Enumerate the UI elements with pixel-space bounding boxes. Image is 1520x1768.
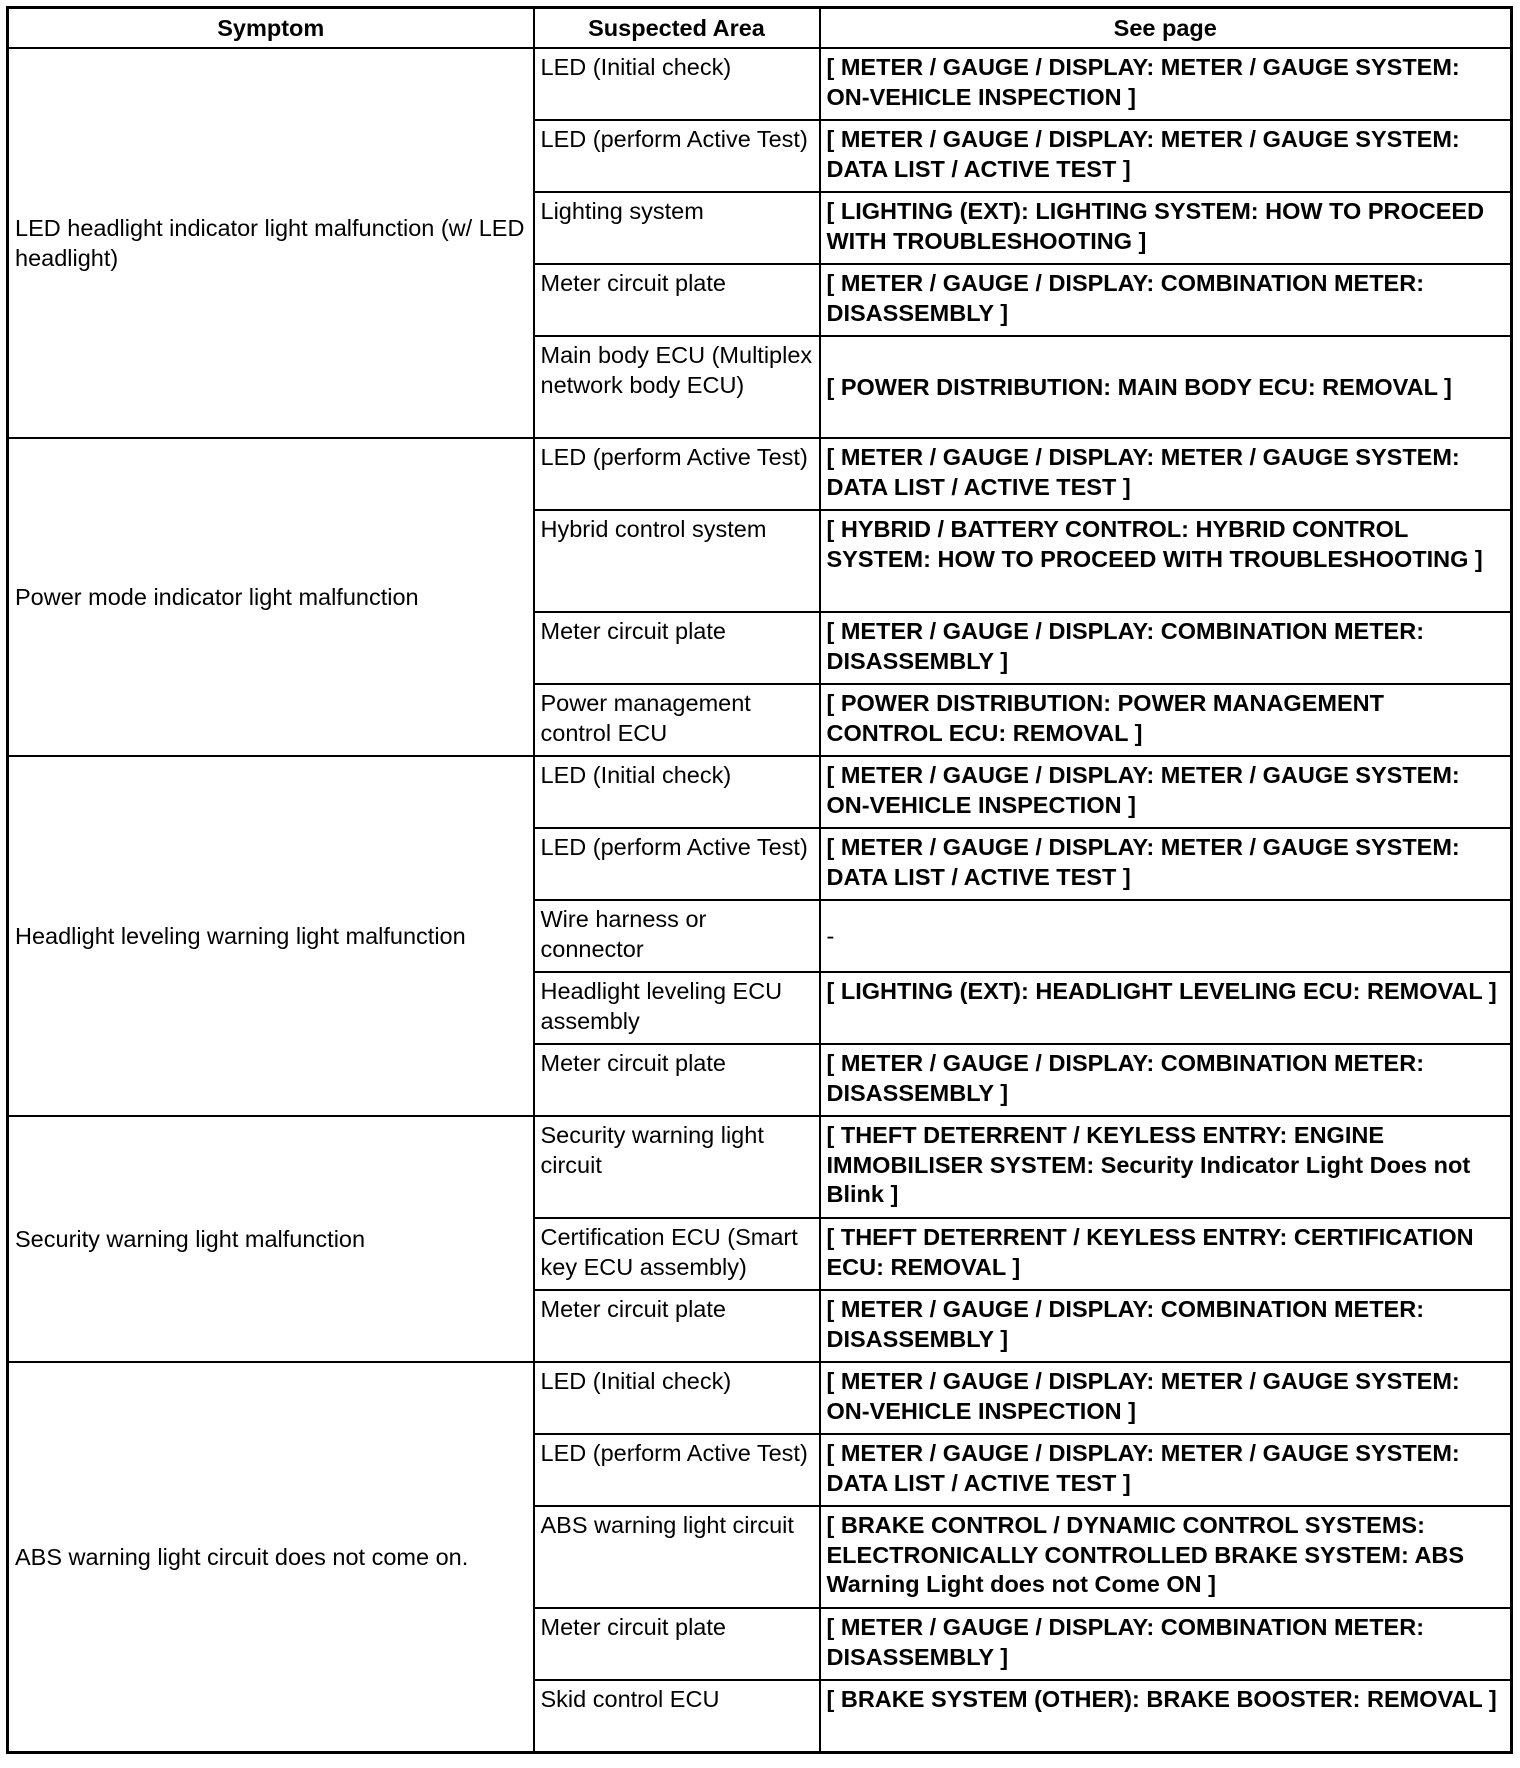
suspected-area-cell: Meter circuit plate [534, 1044, 820, 1116]
suspected-area-cell: Meter circuit plate [534, 612, 820, 684]
suspected-area-cell: LED (perform Active Test) [534, 1434, 820, 1506]
suspected-area-cell: Meter circuit plate [534, 264, 820, 336]
suspected-area-cell: LED (perform Active Test) [534, 120, 820, 192]
table-row [8, 1116, 1512, 1218]
see-page-link[interactable]: [ POWER DISTRIBUTION: MAIN BODY ECU: REMOVAL ] [820, 336, 1512, 438]
see-page-link[interactable]: [ METER / GAUGE / DISPLAY: COMBINATION METER: DISASSEMBLY ] [820, 612, 1512, 684]
see-page-link[interactable]: [ METER / GAUGE / DISPLAY: METER / GAUGE SYSTEM: ON-VEHICLE INSPECTION ] [820, 1362, 1512, 1434]
suspected-area-cell: Lighting system [534, 192, 820, 264]
see-page-link[interactable]: [ METER / GAUGE / DISPLAY: METER / GAUGE SYSTEM: ON-VEHICLE INSPECTION ] [820, 48, 1512, 120]
suspected-area-cell: LED (Initial check) [534, 1362, 820, 1434]
problem-symptoms-table [6, 6, 1513, 1754]
see-page-link[interactable]: [ HYBRID / BATTERY CONTROL: HYBRID CONTROL SYSTEM: HOW TO PROCEED WITH TROUBLESHOOTING ] [820, 510, 1512, 612]
suspected-area-cell: Skid control ECU [534, 1680, 820, 1752]
see-page-link[interactable]: [ METER / GAUGE / DISPLAY: COMBINATION METER: DISASSEMBLY ] [820, 1044, 1512, 1116]
suspected-area-cell: LED (perform Active Test) [534, 828, 820, 900]
see-page-empty: - [820, 900, 1512, 972]
symptom-cell: Security warning light malfunction [8, 1116, 534, 1362]
suspected-area-cell: LED (Initial check) [534, 48, 820, 120]
table-row [8, 48, 1512, 120]
header-suspected-area: Suspected Area [534, 8, 820, 49]
suspected-area-cell: Headlight leveling ECU assembly [534, 972, 820, 1044]
table-row [8, 1362, 1512, 1434]
see-page-link[interactable]: [ METER / GAUGE / DISPLAY: METER / GAUGE SYSTEM: ON-VEHICLE INSPECTION ] [820, 756, 1512, 828]
see-page-link[interactable]: [ METER / GAUGE / DISPLAY: COMBINATION METER: DISASSEMBLY ] [820, 1608, 1512, 1680]
suspected-area-cell: Meter circuit plate [534, 1608, 820, 1680]
suspected-area-cell: LED (perform Active Test) [534, 438, 820, 510]
suspected-area-cell: Hybrid control system [534, 510, 820, 612]
table-header-row [8, 8, 1512, 49]
suspected-area-cell: Certification ECU (Smart key ECU assembly) [534, 1218, 820, 1290]
see-page-link[interactable]: [ THEFT DETERRENT / KEYLESS ENTRY: ENGINE IMMOBILISER SYSTEM: Security Indicator Light Does not Blink ] [820, 1116, 1512, 1218]
suspected-area-cell: Power management control ECU [534, 684, 820, 756]
suspected-area-cell: Wire harness or connector [534, 900, 820, 972]
suspected-area-cell: LED (Initial check) [534, 756, 820, 828]
header-see-page: See page [820, 8, 1512, 49]
see-page-link[interactable]: [ METER / GAUGE / DISPLAY: METER / GAUGE SYSTEM: DATA LIST / ACTIVE TEST ] [820, 438, 1512, 510]
see-page-link[interactable]: [ THEFT DETERRENT / KEYLESS ENTRY: CERTIFICATION ECU: REMOVAL ] [820, 1218, 1512, 1290]
header-symptom: Symptom [8, 8, 534, 49]
symptom-cell: Headlight leveling warning light malfunction [8, 756, 534, 1116]
see-page-link[interactable]: [ METER / GAUGE / DISPLAY: COMBINATION METER: DISASSEMBLY ] [820, 1290, 1512, 1362]
see-page-link[interactable]: [ METER / GAUGE / DISPLAY: METER / GAUGE SYSTEM: DATA LIST / ACTIVE TEST ] [820, 828, 1512, 900]
see-page-link[interactable]: [ LIGHTING (EXT): HEADLIGHT LEVELING ECU: REMOVAL ] [820, 972, 1512, 1044]
troubleshooting-table-container [6, 6, 1510, 1754]
see-page-link[interactable]: [ METER / GAUGE / DISPLAY: METER / GAUGE SYSTEM: DATA LIST / ACTIVE TEST ] [820, 120, 1512, 192]
see-page-link[interactable]: [ BRAKE SYSTEM (OTHER): BRAKE BOOSTER: REMOVAL ] [820, 1680, 1512, 1752]
see-page-link[interactable]: [ LIGHTING (EXT): LIGHTING SYSTEM: HOW TO PROCEED WITH TROUBLESHOOTING ] [820, 192, 1512, 264]
suspected-area-cell: ABS warning light circuit [534, 1506, 820, 1608]
table-row [8, 438, 1512, 510]
suspected-area-cell: Security warning light circuit [534, 1116, 820, 1218]
see-page-link[interactable]: [ METER / GAUGE / DISPLAY: METER / GAUGE SYSTEM: DATA LIST / ACTIVE TEST ] [820, 1434, 1512, 1506]
see-page-link[interactable]: [ POWER DISTRIBUTION: POWER MANAGEMENT CONTROL ECU: REMOVAL ] [820, 684, 1512, 756]
table-row [8, 756, 1512, 828]
symptom-cell: Power mode indicator light malfunction [8, 438, 534, 756]
see-page-link[interactable]: [ METER / GAUGE / DISPLAY: COMBINATION METER: DISASSEMBLY ] [820, 264, 1512, 336]
suspected-area-cell: Meter circuit plate [534, 1290, 820, 1362]
see-page-link[interactable]: [ BRAKE CONTROL / DYNAMIC CONTROL SYSTEMS: ELECTRONICALLY CONTROLLED BRAKE SYSTEM: ABS Warning Light does not Come ON ] [820, 1506, 1512, 1608]
symptom-cell: ABS warning light circuit does not come on. [8, 1362, 534, 1752]
symptom-cell: LED headlight indicator light malfunction (w/ LED headlight) [8, 48, 534, 438]
suspected-area-cell: Main body ECU (Multiplex network body ECU) [534, 336, 820, 438]
